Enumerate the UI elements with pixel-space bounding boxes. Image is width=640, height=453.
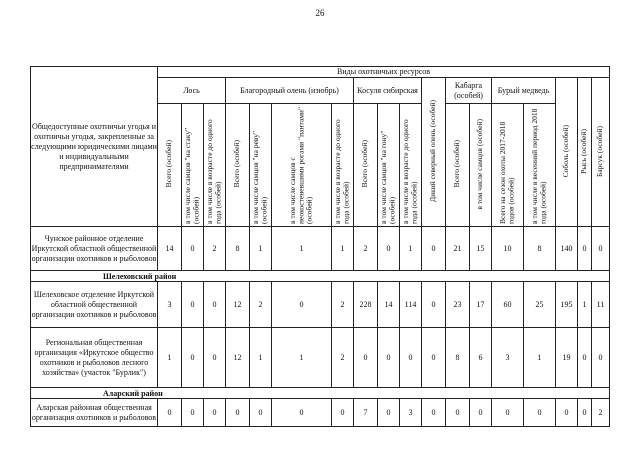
table-cell: 25 <box>524 282 556 328</box>
table-cell: 1 <box>578 282 592 328</box>
sub-musk-males: в том числе самцов (особей) <box>475 118 485 210</box>
table-cell: 1 <box>332 227 354 271</box>
organization-name: Аларская районная общественная организация охотников и рыболовов <box>31 399 158 427</box>
table-cell: 8 <box>446 328 470 388</box>
table-cell: 2 <box>332 282 354 328</box>
table-cell: 14 <box>158 227 182 271</box>
table-cell: 0 <box>378 328 400 388</box>
sub-roe-young: в том числе в возрасте до одного года (особей) <box>401 119 419 224</box>
table-cell: 0 <box>158 399 182 427</box>
table-cell: 23 <box>446 282 470 328</box>
row-header-label: Общедоступные охотничьи угодья и охотничьи угодья, закрепленные за следующими юридическими лицами и индивидуальными предпринимателями <box>31 67 158 227</box>
table-cell: 1 <box>250 227 272 271</box>
table-cell: 0 <box>592 328 610 388</box>
table-cell: 0 <box>578 399 592 427</box>
organization-name: Чунское районное отделение Иркутской областной общественной организации охотников и рыболовов <box>31 227 158 271</box>
table-cell: 0 <box>272 399 332 427</box>
sub-roe-rut: в том числе самцов "на гону" (особей) <box>379 130 397 224</box>
table-cell: 195 <box>556 282 578 328</box>
table-cell: 0 <box>422 399 446 427</box>
table-cell: 0 <box>332 399 354 427</box>
page-number: 26 <box>315 8 325 18</box>
table-cell: 0 <box>422 227 446 271</box>
table-cell: 2 <box>332 328 354 388</box>
table-cell: 2 <box>204 227 226 271</box>
group-red-deer: Благородный олень (изюбрь) <box>226 78 354 104</box>
sub-moose-rut: в том числе самцов "на стаку" (особей) <box>183 127 201 224</box>
table-cell: 10 <box>492 227 524 271</box>
table-cell: 0 <box>204 399 226 427</box>
table-cell: 0 <box>182 282 204 328</box>
resources-title: Виды охотничьих ресурсов <box>158 67 610 78</box>
table-cell: 8 <box>524 227 556 271</box>
table-cell: 0 <box>204 328 226 388</box>
sub-bear-spring: в том числе в весенний период 2018 года (особей) <box>530 108 548 224</box>
group-musk-deer: Кабарга (особей) <box>446 78 492 104</box>
table-cell: 3 <box>492 328 524 388</box>
table-cell: 2 <box>250 282 272 328</box>
table-cell: 0 <box>422 282 446 328</box>
table-row <box>31 282 610 328</box>
table-cell: 0 <box>422 328 446 388</box>
table-cell: 60 <box>492 282 524 328</box>
table-cell: 7 <box>354 399 378 427</box>
table-cell: 8 <box>226 227 250 271</box>
sub-deer-rut: в том числе самцов "на реву" (особей) <box>251 130 269 224</box>
group-lynx: Рысь (особей) <box>579 128 589 174</box>
table-row <box>31 399 610 427</box>
table-cell: 0 <box>470 399 492 427</box>
district-name: Шелеховский район <box>31 271 610 282</box>
table-cell: 1 <box>524 328 556 388</box>
table-cell: 0 <box>524 399 556 427</box>
sub-deer-total: Всего (особей) <box>232 140 242 188</box>
table-cell: 0 <box>578 328 592 388</box>
group-moose: Лось <box>158 78 226 104</box>
sub-deer-young: в том числе в возрасте до одного года (особей) <box>333 119 351 224</box>
sub-moose-total: Всего (особей) <box>164 140 174 188</box>
table-row <box>31 227 610 271</box>
table-cell: 2 <box>592 399 610 427</box>
table-cell: 114 <box>400 282 422 328</box>
table-cell: 2 <box>354 227 378 271</box>
district-name: Аларский район <box>31 388 610 399</box>
table-cell: 0 <box>272 282 332 328</box>
table-cell: 12 <box>226 282 250 328</box>
table-cell: 0 <box>556 399 578 427</box>
table-cell: 0 <box>226 399 250 427</box>
table-cell: 0 <box>182 227 204 271</box>
group-brown-bear: Бурый медведь <box>492 78 556 104</box>
table-cell: 0 <box>378 227 400 271</box>
district-row <box>31 388 610 399</box>
table-cell: 1 <box>158 328 182 388</box>
table-cell: 17 <box>470 282 492 328</box>
sub-moose-young: в том числе в возрасте до одного года (особей) <box>205 119 223 224</box>
table-body <box>31 227 610 427</box>
group-reindeer: Дикий северный олень (особей) <box>428 99 438 203</box>
table-cell: 0 <box>400 328 422 388</box>
table-cell: 0 <box>578 227 592 271</box>
table-cell: 0 <box>592 227 610 271</box>
table-cell: 0 <box>378 399 400 427</box>
table-cell: 3 <box>158 282 182 328</box>
table-cell: 14 <box>378 282 400 328</box>
table-cell: 1 <box>250 328 272 388</box>
table-cell: 11 <box>592 282 610 328</box>
table-cell: 140 <box>556 227 578 271</box>
table-cell: 1 <box>400 227 422 271</box>
table-row <box>31 328 610 388</box>
table-cell: 12 <box>226 328 250 388</box>
table-cell: 19 <box>556 328 578 388</box>
table-cell: 0 <box>182 399 204 427</box>
table-cell: 0 <box>492 399 524 427</box>
table-cell: 15 <box>470 227 492 271</box>
group-badger: Барсук (особей) <box>595 125 605 177</box>
table-cell: 0 <box>182 328 204 388</box>
organization-name: Региональная общественная организация «Иркутское общество охотников и рыболовов лесного хозяйства» (участок "Бурлик") <box>31 328 158 388</box>
hunting-resources-table <box>30 66 610 427</box>
table-cell: 0 <box>446 399 470 427</box>
table-cell: 0 <box>204 282 226 328</box>
table-cell: 6 <box>470 328 492 388</box>
group-sable: Соболь (особей) <box>561 124 571 178</box>
table-cell: 0 <box>250 399 272 427</box>
sub-deer-antlers: в том числе самцов с неокостеневшими рогами "пантами" (особей) <box>288 106 314 224</box>
table-cell: 1 <box>272 227 332 271</box>
table-cell: 21 <box>446 227 470 271</box>
table-cell: 0 <box>354 328 378 388</box>
organization-name: Шелеховское отделение Иркутской областной общественной организации охотников и рыболовов <box>31 282 158 328</box>
sub-musk-total: Всего (особей) <box>452 140 462 188</box>
group-roe-deer: Косуля сибирская <box>354 78 422 104</box>
sub-roe-total: Всего (особей) <box>360 140 370 188</box>
table-cell: 228 <box>354 282 378 328</box>
district-row <box>31 271 610 282</box>
table-cell: 3 <box>400 399 422 427</box>
table-cell: 1 <box>272 328 332 388</box>
sub-bear-season: Всего на сезон охоты 2017-2018 годов (особей) <box>498 121 516 224</box>
